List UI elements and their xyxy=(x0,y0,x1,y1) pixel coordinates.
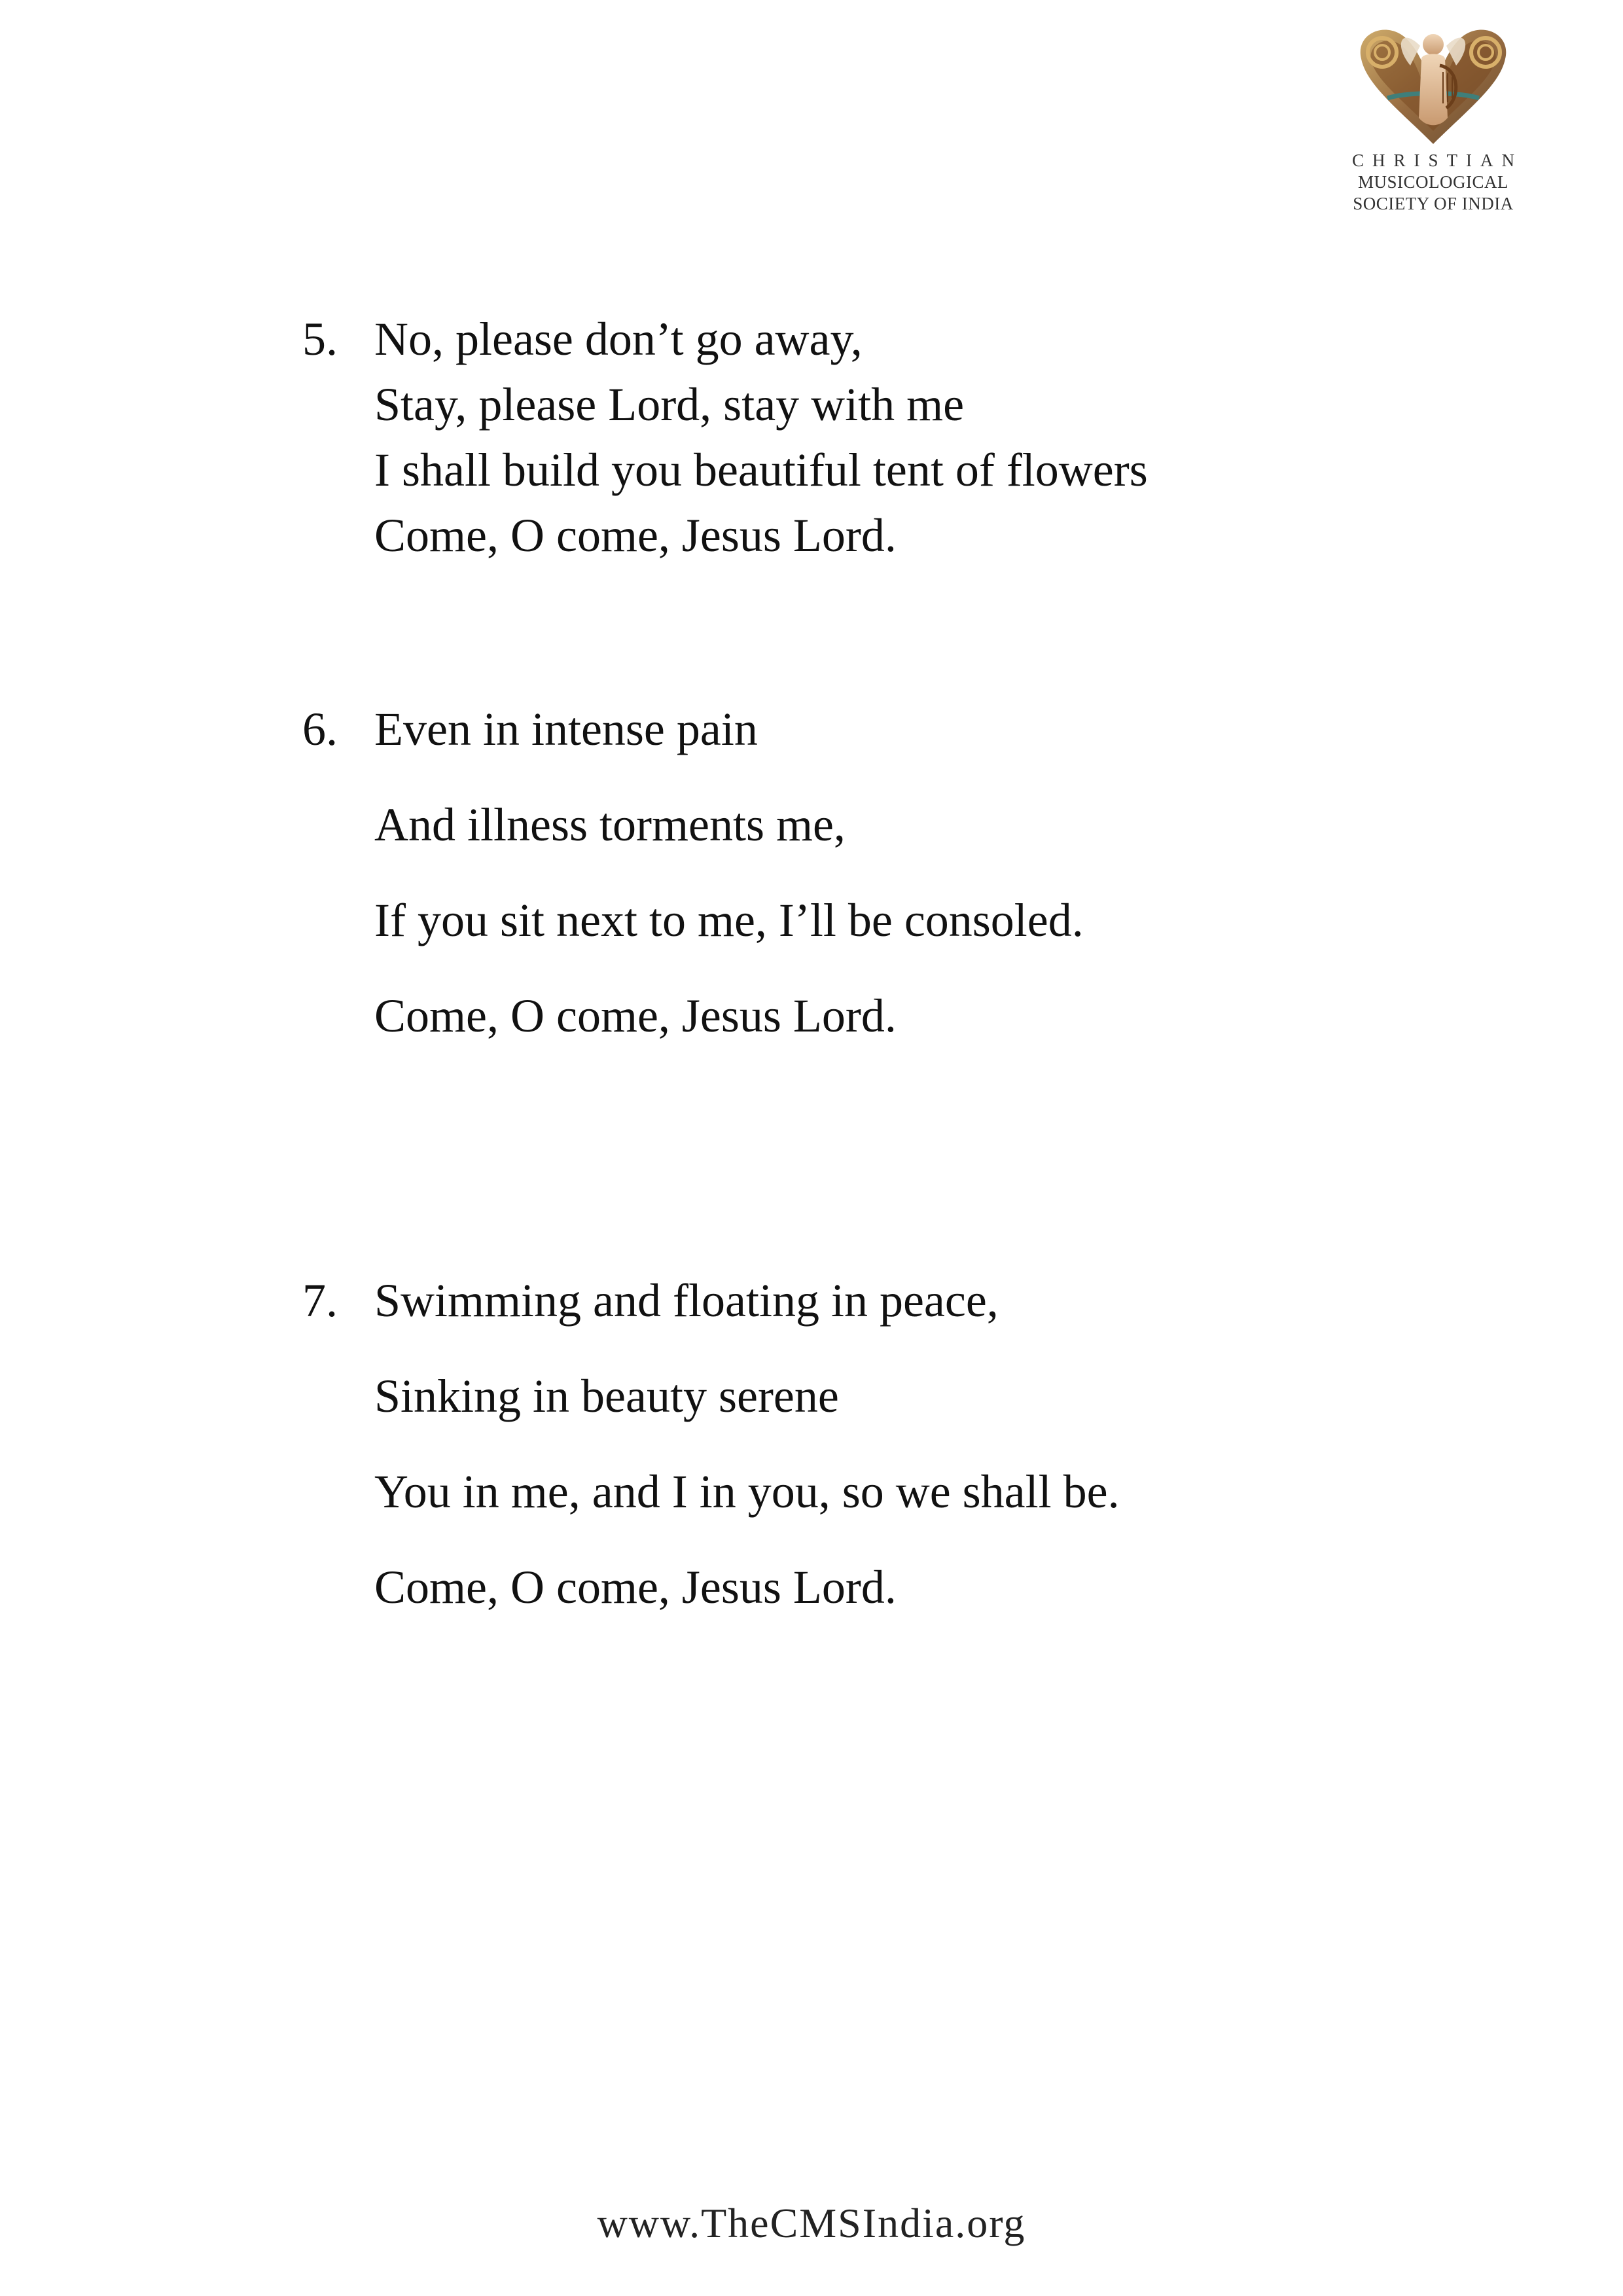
verse-line: I shall build you beautiful tent of flowers xyxy=(374,444,1148,496)
verse-line: Come, O come, Jesus Lord. xyxy=(374,1561,897,1613)
verse-line: Even in intense pain xyxy=(374,703,758,755)
verse-line: Swimming and floating in peace, xyxy=(374,1274,999,1327)
verse-line: Come, O come, Jesus Lord. xyxy=(374,990,897,1042)
verse-line: Stay, please Lord, stay with me xyxy=(374,378,965,431)
verse-line: If you sit next to me, I’ll be consoled. xyxy=(374,894,1084,946)
logo-line-1: CHRISTIAN xyxy=(1351,151,1523,170)
logo-line-2: MUSICOLOGICAL xyxy=(1357,172,1508,192)
verse-number: 5. xyxy=(302,313,338,365)
verse-line: You in me, and I in you, so we shall be. xyxy=(374,1465,1120,1518)
verse-number: 7. xyxy=(302,1274,338,1327)
logo-wordmark xyxy=(1335,152,1531,217)
verse-line: And illness torments me, xyxy=(374,798,846,851)
footer-website: www.TheCMSIndia.org xyxy=(597,2200,1026,2246)
cms-logo xyxy=(1335,20,1531,229)
verse-line: Come, O come, Jesus Lord. xyxy=(374,509,897,562)
angel-harp-emblem-icon xyxy=(1348,20,1518,151)
verse-lines xyxy=(374,1268,1421,1650)
verse-line: No, please don’t go away, xyxy=(374,313,863,365)
verse-number: 6. xyxy=(302,703,338,755)
verse-lines xyxy=(374,696,1421,1079)
verse-line: Sinking in beauty serene xyxy=(374,1370,839,1422)
verse-lines xyxy=(374,306,1421,568)
logo-line-3: SOCIETY OF INDIA xyxy=(1353,194,1514,213)
